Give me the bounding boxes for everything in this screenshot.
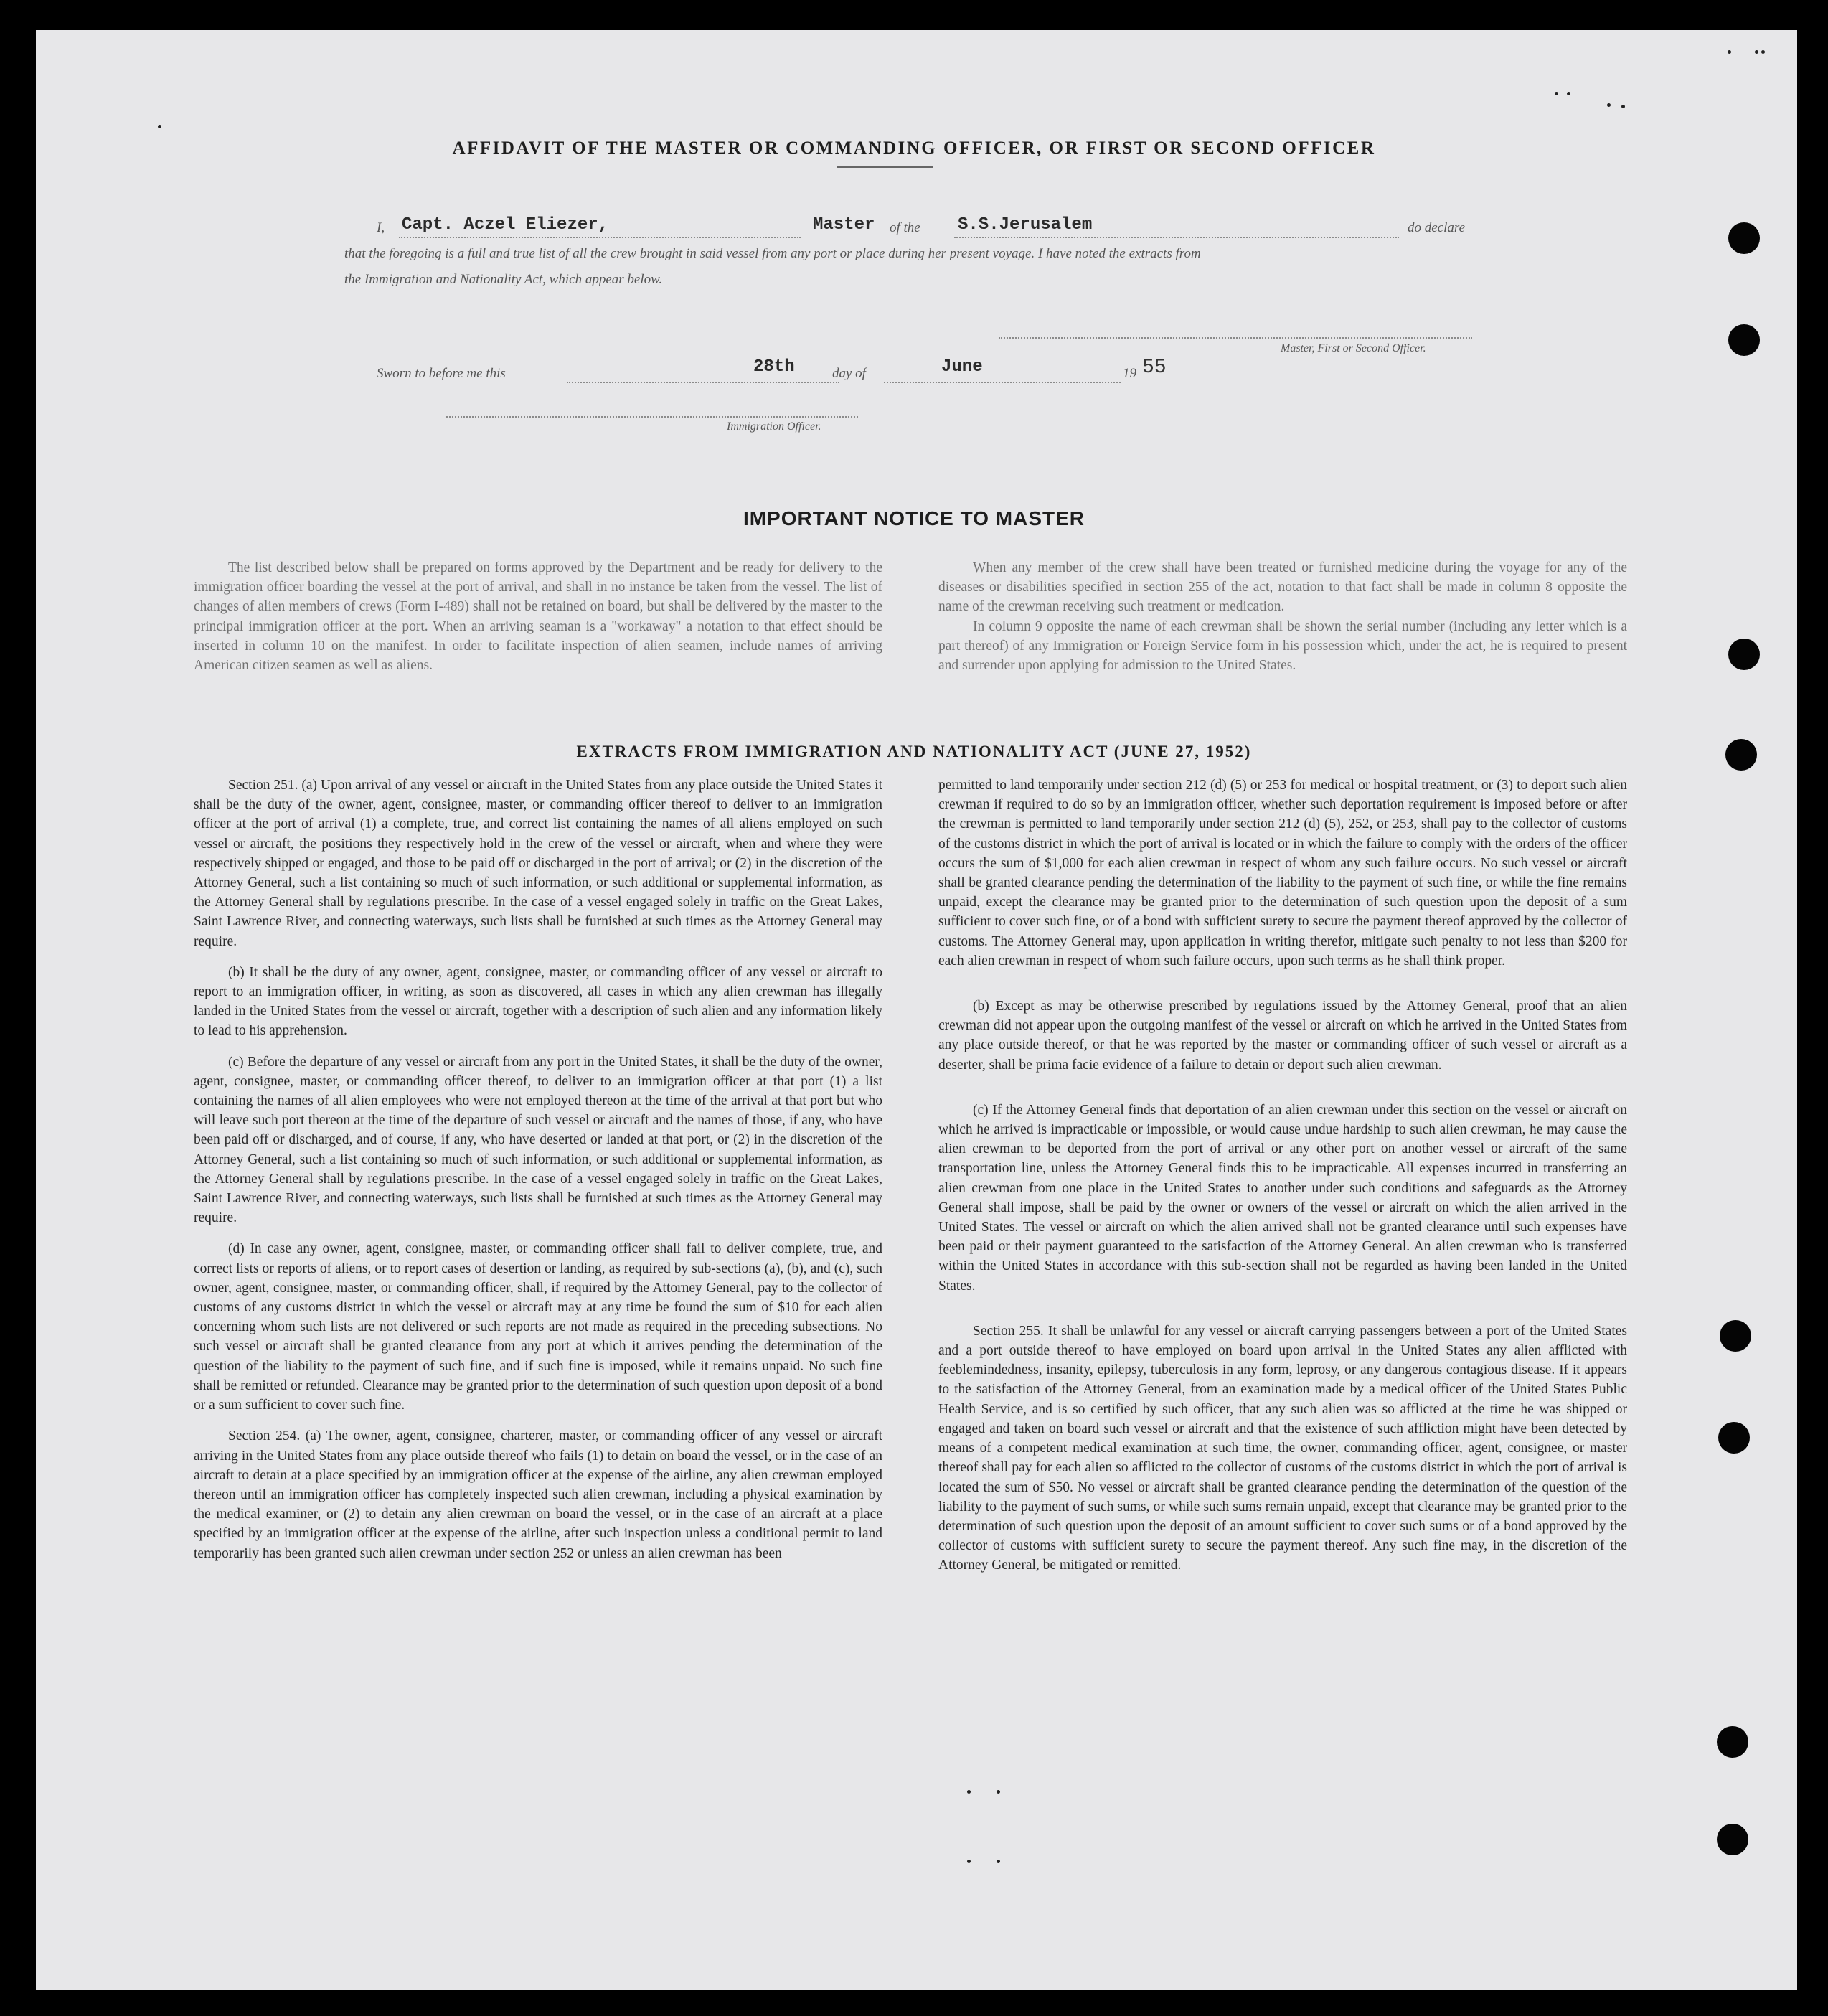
extracts-left-column: [194, 776, 882, 1563]
speck: [1567, 92, 1570, 95]
speck: [967, 1860, 971, 1863]
immigration-officer-label: Immigration Officer.: [727, 420, 821, 433]
affidavit-line-2: that the foregoing is a full and true list of all the crew brought in said vessel from any port or place during her present voyage. I have noted the extracts from: [344, 246, 1201, 261]
speck: [1555, 92, 1558, 95]
punch-hole-6: [1718, 1422, 1750, 1454]
sworn-day-line: [567, 382, 839, 383]
master-signature-line: [999, 337, 1472, 339]
speck: [997, 1860, 1000, 1863]
sworn-label: Sworn to before me this: [377, 366, 506, 381]
vessel-line: [954, 237, 1399, 238]
section-254-c: (c) If the Attorney General finds that deportation of an alien crewman under this section on the vessel or aircraft on which he arrived is impracticable or impossible, or would cause undue hardship to such alien crewman, he may cause the alien crewman to be deported from the port of arrival or any other port on another vessel or aircraft of the same transportation line, unless the Attorney General finds this to be impracticable. All expenses incurred in transferring an alien crewman from one place in the United States to another under such conditions and safeguards as the Attorney General shall impose, shall be paid by the owner or owners of the vessel or aircraft on which the alien arrived in the United States. The vessel or aircraft on which the alien arrived shall not be granted clearance until such expenses have been paid or their payment guaranteed to the satisfaction of the Attorney General. An alien crewman who is transferred within the United States in accordance with this sub-section shall not be regarded as having been landed in the United States.: [938, 1102, 1627, 1294]
sworn-month-field: June: [941, 357, 983, 377]
title-underline: [837, 166, 933, 168]
notice-left-column: [194, 558, 882, 675]
speck: [1761, 50, 1765, 54]
notice-title: IMPORTANT NOTICE TO MASTER: [743, 507, 1085, 529]
extracts-title: EXTRACTS FROM IMMIGRATION AND NATIONALITY ACT (JUNE 27, 1952): [576, 743, 1252, 760]
punch-hole-1: [1728, 222, 1760, 254]
notice-right-column: [938, 558, 1627, 675]
name-line: [399, 237, 801, 238]
punch-hole-8: [1717, 1824, 1748, 1855]
speck: [1621, 105, 1625, 108]
speck: [158, 125, 161, 128]
section-254-b: (b) Except as may be otherwise prescribed by regulations issued by the Attorney General, proof that an alien crewman did not appear upon the outgoing manifest of the vessel or aircraft on which he arrived in the United States from any place outside thereof, or that he was reported by the master or commanding officer of such vessel or aircraft as a deserter, shall be prima facie evidence of a failure to detain or deport such alien crewman.: [938, 999, 1627, 1073]
sworn-month-line: [884, 382, 1121, 383]
punch-hole-7: [1717, 1726, 1748, 1758]
affidavit-line-3: the Immigration and Nationality Act, which appear below.: [344, 272, 663, 287]
notice-left-paragraph: The list described below shall be prepared on forms approved by the Department and be ready for delivery to the immigration officer boarding the vessel at the port of arrival, and shall in no instance be taken from the vessel. The list of changes of alien members of crews (Form I-489) shall not be retained on board, but shall be delivered by the master to the principal immigration officer at the port. When an arriving seaman is a "workaway" a notation to that effect should be inserted in column 10 on the manifest. In order to facilitate inspection of alien seamen, include names of arriving American citizen seamen as well as aliens.: [194, 560, 882, 674]
section-251-d: (d) In case any owner, agent, consignee, master, or commanding officer shall fail to deliver complete, true, and correct lists or reports of aliens, or to report cases of desertion or landing, as required by sub-sections (a), (b), and (c), such owner, agent, consignee, master, or commanding officer, shall, if required by the Attorney General, pay to the collector of customs of any customs district in which the vessel or aircraft may at any time be found the sum of $10 for each alien concerning whom such lists are not delivered or such reports are not made as required in the preceding subsections. No such vessel or aircraft shall be granted clearance from any port at which it arrives pending the determination of the question of the liability to the payment of such fine, and if such fine is imposed, while it remains unpaid. No such fine shall be remitted or refunded. Clearance may be granted prior to the determination of such question upon deposit of a bond or a sum sufficient to cover such fine.: [194, 1241, 882, 1413]
section-254-a-continued: permitted to land temporarily under section 212 (d) (5) or 253 for medical or hospital treatment, or (3) to deport such alien crewman if required to do so by an immigration officer, whether such deportation requirement is imposed before or after the crewman is permitted to land temporarily under section 212 (d) (5), 252, or 253, shall pay to the collector of customs of the customs district in which the port of arrival is located or in which the failure to comply with the orders of the officer occurs the sum of $1,000 for each alien crewman in respect of whom any such failure occurs. No such vessel or aircraft shall be granted clearance pending the determination of the liability to the payment of such fine, or while the fine remains unpaid, except the clearance may be granted prior to the determination of such question upon the deposit of a sum sufficient to cover such fine, or of a bond with sufficient surety to secure the payment thereof approved by the collector of customs. The Attorney General may, upon application in writing therefor, mitigate such penalty to not less than $200 for each alien crewman in respect of whom such failure occurs, upon such terms as he shall think proper.: [938, 778, 1627, 969]
day-of-label: day of: [832, 366, 866, 381]
speck: [997, 1790, 1000, 1794]
of-the-label: of the: [890, 220, 920, 235]
notice-right-paragraph-1: When any member of the crew shall have been treated or furnished medicine during the voyage for any of the diseases or disabilities specified in section 255 of the act, notation to that fact shall be made in column 8 opposite the name of the crewman receiving such treatment or medication.: [938, 560, 1627, 615]
speck: [1607, 103, 1611, 107]
affidavit-title: AFFIDAVIT OF THE MASTER OR COMMANDING OFFICER, OR FIRST OR SECOND OFFICER: [452, 138, 1376, 158]
officer-signature-line: [446, 416, 858, 418]
extracts-right-column: [938, 776, 1627, 1575]
rank-field: Master: [813, 215, 875, 235]
section-251-b: (b) It shall be the duty of any owner, agent, consignee, master, or commanding officer of any vessel or aircraft to report to an immigration officer, in writing, as soon as discovered, all cases in which any alien crewman has illegally landed in the United States from the vessel or aircraft, together with a description of such alien and any information likely to lead to his apprehension.: [194, 964, 882, 1039]
punch-hole-5: [1720, 1320, 1751, 1352]
sworn-day-field: 28th: [753, 357, 795, 377]
section-255: Section 255. It shall be unlawful for any vessel or aircraft carrying passengers between a port of the United States and a port outside thereof to have employed on board upon arrival in the United States any alien afflicted with feeblemindedness, insanity, epilepsy, tuberculosis in any form, leprosy, or any dangerous contagious disease. If it appears to the satisfaction of the Attorney General, from an examination made by a medical officer of the United States Public Health Service, and is so certified by such officer, that any such alien was so afflicted at the time he was shipped or engaged and taken on board such vessel or aircraft and that the existence of such affliction might have been detected by means of a competent medical examination at such time, the owner, commanding officer, agent, consignee, or master thereof shall pay for each alien so afflicted to the collector of customs of the customs district in which the port of arrival is located the sum of $50. No vessel or aircraft shall be granted clearance pending the determination of the question of the liability to the payment of such sums, or while such sums remain unpaid, except that clearance may be granted prior to the determination of such question upon the deposit of an amount sufficient to cover such sums or of a bond approved by the collector of customs with sufficient surety to secure the payment thereof. Any such fine may, in the discretion of the Attorney General, be mitigated or remitted.: [938, 1323, 1627, 1573]
speck: [1728, 50, 1731, 54]
master-name-field: Capt. Aczel Eliezer,: [402, 215, 609, 235]
do-declare-label: do declare: [1408, 220, 1466, 235]
section-254-a: Section 254. (a) The owner, agent, consignee, charterer, master, or commanding officer of any vessel or aircraft arriving in the United States from any place outside thereof who fails (1) to detain on board the vessel, or in the case of an aircraft to detain at a place specified by an immigration officer at the expense of the airline, any alien crewman employed thereon until an immigration officer has completely inspected such alien crewman, including a physical examination by the medical examiner, or (2) to detain any alien crewman on board the vessel, or in the case of an aircraft at a place specified by an immigration officer at the expense of the airline, after such inspection unless a conditional permit to land temporarily has been granted such alien crewman under section 252 or unless an alien crewman has been: [194, 1428, 882, 1561]
affidavit-i-label: I,: [377, 220, 385, 235]
speck: [1755, 50, 1758, 54]
vessel-name-field: S.S.Jerusalem: [958, 215, 1093, 235]
speck: [967, 1790, 971, 1794]
section-251-a: Section 251. (a) Upon arrival of any vessel or aircraft in the United States from any place outside the United States it shall be the duty of the owner, agent, consignee, master, or commanding officer thereof to deliver to an immigration officer at the port of arrival (1) a complete, true, and correct list containing the names of all aliens employed on such vessel or aircraft, the positions they respectively hold in the crew of the vessel or aircraft, when and where they were respectively shipped or engaged, and those to be paid off or discharged in the port of arrival; or (2) in the discretion of the Attorney General, such a list containing so much of such information, or such additional or supplemental information, as the Attorney General shall by regulations prescribe. In the case of a vessel engaged solely in traffic on the Great Lakes, Saint Lawrence River, and connecting waterways, such lists shall be furnished at such times as the Attorney General may require.: [194, 778, 882, 949]
notice-right-paragraph-2: In column 9 opposite the name of each crewman shall be shown the serial number (including any letter which is a part thereof) of any Immigration or Foreign Service form in his possession which, under the act, he is required to present and surrender upon applying for admission to the United States.: [938, 618, 1627, 674]
year-handwritten: 55: [1142, 357, 1167, 379]
punch-hole-2: [1728, 324, 1760, 356]
punch-hole-3: [1728, 639, 1760, 670]
section-251-c: (c) Before the departure of any vessel or aircraft from any port in the United States, it shall be the duty of the owner, agent, consignee, master, or commanding officer thereof, to deliver to an immigration officer at that port (1) a list containing the names of all alien employees who were not employed thereon at the time of the arrival at that port but who will leave such port thereon at the time of the departure of such vessel or aircraft and the names of those, if any, who have been paid off or discharged, and of course, if any, who have deserted or landed at that port, or (2) in the discretion of the Attorney General, such a list containing so much of such information, or such additional or supplemental information, as the Attorney General shall by regulations prescribe. In the case of a vessel engaged solely in traffic on the Great Lakes, Saint Lawrence River, and connecting waterways, such lists shall be furnished at such times as the Attorney General may require.: [194, 1054, 882, 1226]
year-prefix: 19: [1123, 366, 1136, 381]
master-signature-label: Master, First or Second Officer.: [1281, 342, 1426, 354]
